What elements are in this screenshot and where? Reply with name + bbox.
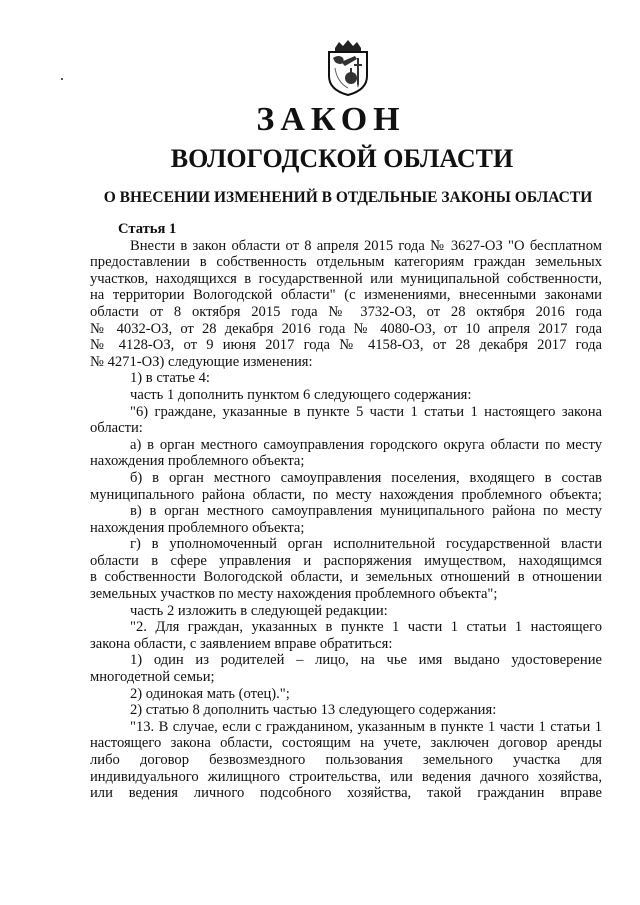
text-line: 2) статью 8 дополнить частью 13 следующего содержания: (130, 702, 497, 719)
text-line: № 4032-ОЗ, от 28 декабря 2016 года № 4080-ОЗ, от 10 апреля 2017 года (90, 320, 602, 337)
text-line: 1) один из родителей – лицо, на чье имя выдано удостоверение (130, 652, 602, 669)
text-line: 1) в статье 4: (130, 370, 210, 387)
text-line: настоящего закона области, состоящим на учете, заключен договор аренды (90, 735, 602, 752)
text-line: муниципального района области, по месту нахождения проблемного объекта; (90, 486, 602, 503)
text-line: предоставлении в собственность отдельным категориям граждан земельных (90, 254, 602, 271)
text-line: № 4271-ОЗ) следующие изменения: (90, 353, 313, 370)
text-line: "2. Для граждан, указанных в пункте 1 части 1 статьи 1 настоящего (130, 619, 602, 636)
text-line: б) в орган местного самоуправления поселения, входящего в состав (130, 469, 602, 486)
text-line: многодетной семьи; (90, 669, 215, 686)
text-line: № 4128-ОЗ, от 9 июня 2017 года № 4158-ОЗ, от 28 декабря 2017 года (90, 337, 602, 354)
text-line: области в сфере управления и распоряжения имуществом, находящимся (90, 552, 602, 569)
text-line: часть 2 изложить в следующей редакции: (130, 602, 388, 619)
text-line: участков, находящихся в государственной или муниципальной собственности, (90, 270, 602, 287)
text-line: "13. В случае, если с гражданином, указанным в пункте 1 части 1 статьи 1 (130, 718, 602, 735)
text-line: нахождения проблемного объекта; (90, 453, 305, 470)
text-line: г) в уполномоченный орган исполнительной государственной власти (130, 536, 602, 553)
coat-of-arms-icon (325, 40, 371, 96)
text-line: области от 8 октября 2015 года № 3732-ОЗ, от 28 октября 2016 года (90, 303, 602, 320)
article-heading: Статья 1 (118, 221, 177, 237)
text-line: "6) граждане, указанные в пункте 5 части 1 статьи 1 настоящего закона (130, 403, 602, 420)
text-line: а) в орган местного самоуправления городского округа области по месту (130, 436, 602, 453)
text-line: области: (90, 420, 143, 437)
text-line: закона области, с заявлением вправе обратиться: (90, 635, 393, 652)
law-title: ЗАКОН (256, 101, 406, 138)
text-line: Внести в закон области от 8 апреля 2015 года № 3627-ОЗ "О бесплатном (130, 237, 602, 254)
text-line: в) в орган местного самоуправления муниципального района по месту (130, 503, 602, 520)
scan-speck (61, 78, 63, 80)
law-subject: О ВНЕСЕНИИ ИЗМЕНЕНИЙ В ОТДЕЛЬНЫЕ ЗАКОНЫ ОБЛАСТИ (103, 189, 593, 206)
region-title: ВОЛОГОДСКОЙ ОБЛАСТИ (170, 144, 514, 173)
article-body (90, 221, 602, 802)
text-line: в собственности Вологодской области, и земельных отношений в отношении (90, 569, 602, 586)
text-line: индивидуального жилищного строительства, или ведения дачного хозяйства, (90, 768, 602, 785)
text-line: часть 1 дополнить пунктом 6 следующего содержания: (130, 386, 472, 403)
text-line: на территории Вологодской области" (с изменениями, внесенными законами (90, 287, 602, 304)
text-line: или ведения личного подсобного хозяйства, такой гражданин вправе (90, 785, 602, 802)
text-line: земельных участков по месту нахождения проблемного объекта"; (90, 586, 498, 603)
text-line: нахождения проблемного объекта; (90, 519, 305, 536)
text-line: 2) одинокая мать (отец)."; (130, 685, 290, 702)
text-line: либо договор безвозмездного пользования земельного участка для (90, 752, 602, 768)
